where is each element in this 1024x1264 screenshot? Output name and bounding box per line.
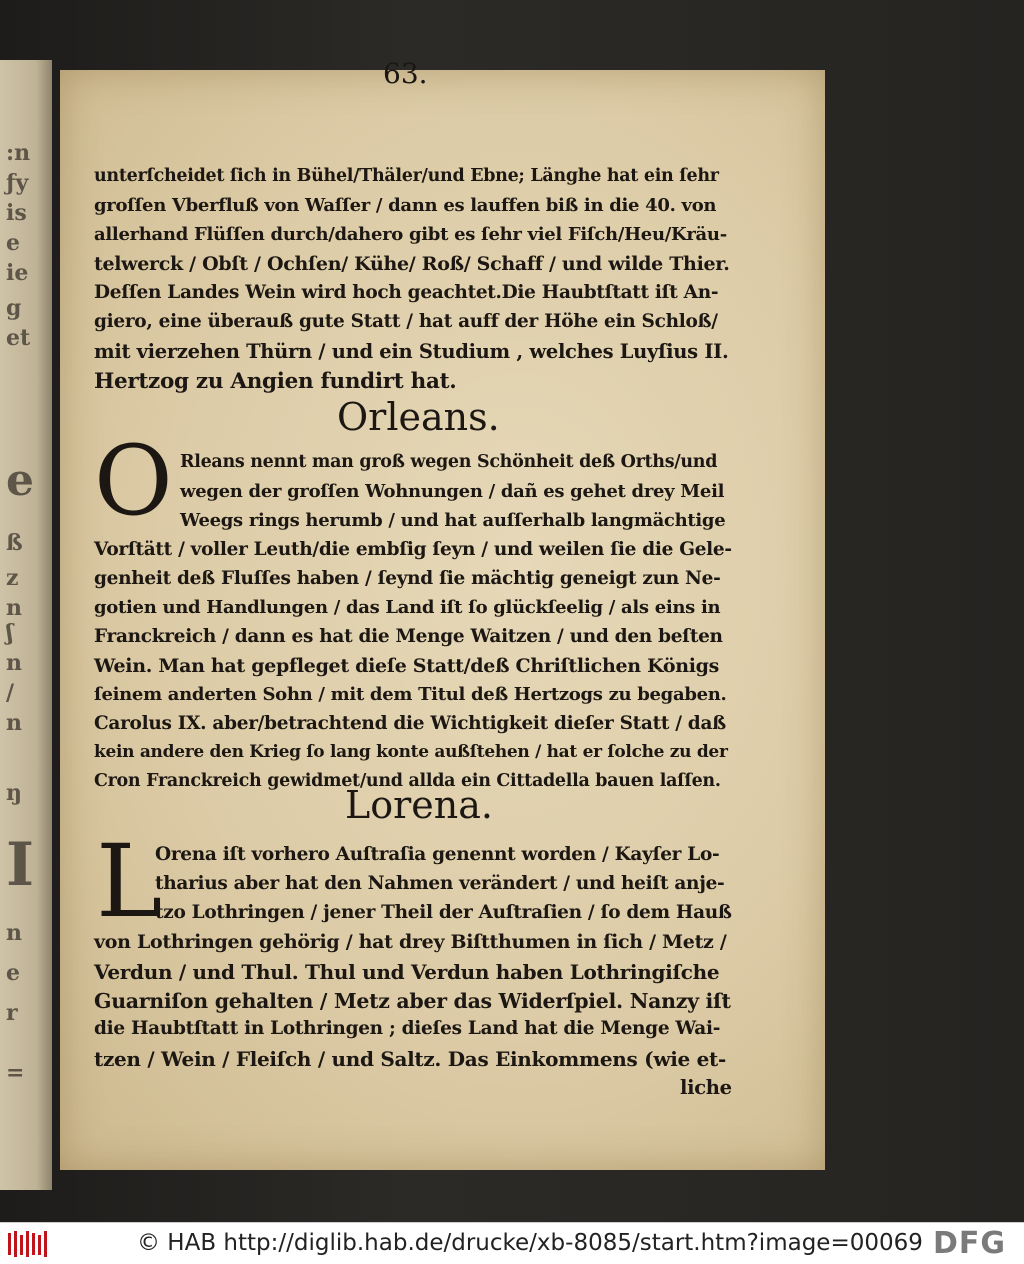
text-line: tzo Lothringen / jener Theil der Auſtraſien / ſo dem Hauß: [155, 902, 732, 923]
margin-glyph: g: [6, 295, 22, 321]
citation-link[interactable]: © HAB http://diglib.hab.de/drucke/xb-8085/start.htm?image=00069: [137, 1230, 923, 1256]
page-number: 63.: [383, 57, 428, 90]
text-line: Verdun / und Thul. Thul und Verdun haben Lothringiſche: [94, 960, 720, 984]
margin-glyph: :n: [6, 140, 31, 166]
text-line: Franckreich / dann es hat die Menge Waitzen / und den beſten: [94, 626, 723, 647]
text-line: groſſen Vberfluß von Waſſer / dann es lauffen biß in die 40. von: [94, 195, 717, 216]
section-heading-lorena: Lorena.: [345, 783, 493, 827]
text-line: von Lothringen gehörig / hat drey Biſtthumen in ſich / Metz /: [94, 931, 727, 953]
text-line: tzen / Wein / Fleiſch / und Saltz. Das Einkommens (wie et-: [94, 1047, 726, 1071]
margin-glyph: I: [6, 830, 35, 900]
margin-glyph: r: [6, 1000, 18, 1026]
adjacent-page-edge: [0, 60, 52, 1190]
text-line: tharius aber hat den Nahmen verändert / und heiſt anje-: [155, 873, 725, 894]
margin-glyph: n: [6, 595, 22, 621]
margin-glyph: ƒy: [6, 170, 29, 196]
text-line: Weegs rings herumb / und hat auſſerhalb langmächtige: [180, 510, 726, 531]
text-line: die Haubtſtatt in Lothringen ; dieſes Land hat die Menge Wai-: [94, 1018, 721, 1039]
margin-glyph: z: [6, 565, 19, 591]
margin-glyph: ŋ: [6, 780, 22, 806]
margin-glyph: ie: [6, 260, 29, 286]
text-line: telwerck / Obſt / Ochſen/ Kühe/ Roß/ Schaff / und wilde Thier.: [94, 253, 730, 275]
section-heading-orleans: Orleans.: [337, 395, 500, 439]
text-line: kein andere den Krieg ſo lang konte außſtehen / hat er ſolche zu der: [94, 742, 728, 762]
text-line: genheit deß Fluſſes haben / ſeynd ſie mächtig geneigt zun Ne-: [94, 568, 721, 589]
margin-glyph: e: [6, 230, 20, 256]
text-line: mit vierzehen Thürn / und ein Studium , welches Luyſius II.: [94, 340, 729, 363]
catchword: liche: [680, 1076, 732, 1099]
dfg-logo: DFG: [933, 1226, 1007, 1261]
text-line: Vorſtätt / voller Leuth/die embſig ſeyn / und weilen ſie die Gele-: [94, 539, 732, 560]
text-line: Deſſen Landes Wein wird hoch geachtet.Die Haubtſtatt iſt An-: [94, 282, 719, 303]
hab-logo-icon: [8, 1231, 48, 1257]
margin-glyph: /: [6, 680, 15, 706]
margin-glyph: ʃ: [6, 620, 14, 646]
text-line: Carolus IX. aber/betrachtend die Wichtigkeit dieſer Statt / daß: [94, 713, 726, 734]
margin-glyph: n: [6, 710, 22, 736]
margin-glyph: et: [6, 325, 31, 351]
margin-glyph: n: [6, 920, 22, 946]
text-line: Orena iſt vorhero Auſtraſia genennt worden / Kayſer Lo-: [155, 844, 720, 865]
margin-glyph: n: [6, 650, 22, 676]
footer-bar: [0, 1222, 1024, 1264]
text-line: giero, eine überauß gute Statt / hat auff der Höhe ein Schloß/: [94, 311, 718, 332]
drop-cap-orleans: O: [94, 425, 173, 537]
margin-glyph: =: [6, 1060, 25, 1086]
margin-glyph: e: [6, 960, 20, 986]
text-line: allerhand Flüſſen durch/dahero gibt es ſehr viel Fiſch/Heu/Kräu-: [94, 224, 727, 245]
text-line: Hertzog zu Angien fundirt hat.: [94, 369, 457, 394]
text-line: gotien und Handlungen / das Land iſt ſo glückſeelig / als eins in: [94, 597, 721, 618]
text-line: Cron Franckreich gewidmet/und allda ein Cittadella bauen laſſen.: [94, 771, 721, 791]
margin-glyph: is: [6, 200, 27, 226]
margin-glyph: ß: [6, 530, 23, 556]
margin-glyph: e: [6, 455, 34, 506]
drop-cap-lorena: L: [96, 823, 163, 940]
text-line: ſeinem anderten Sohn / mit dem Titul deß Hertzogs zu begaben.: [94, 684, 727, 705]
text-line: unterſcheidet ſich in Bühel/Thäler/und Ebne; Länghe hat ein ſehr: [94, 166, 719, 186]
text-line: wegen der groſſen Wohnungen / dañ es gehet drey Meil: [180, 481, 725, 502]
text-line: Guarniſon gehalten / Metz aber das Widerſpiel. Nanzy iſt: [94, 989, 731, 1013]
text-line: Rleans nennt man groß wegen Schönheit deß Orths/und: [180, 452, 718, 472]
text-line: Wein. Man hat gepfleget dieſe Statt/deß Chriſtlichen Königs: [94, 655, 720, 677]
